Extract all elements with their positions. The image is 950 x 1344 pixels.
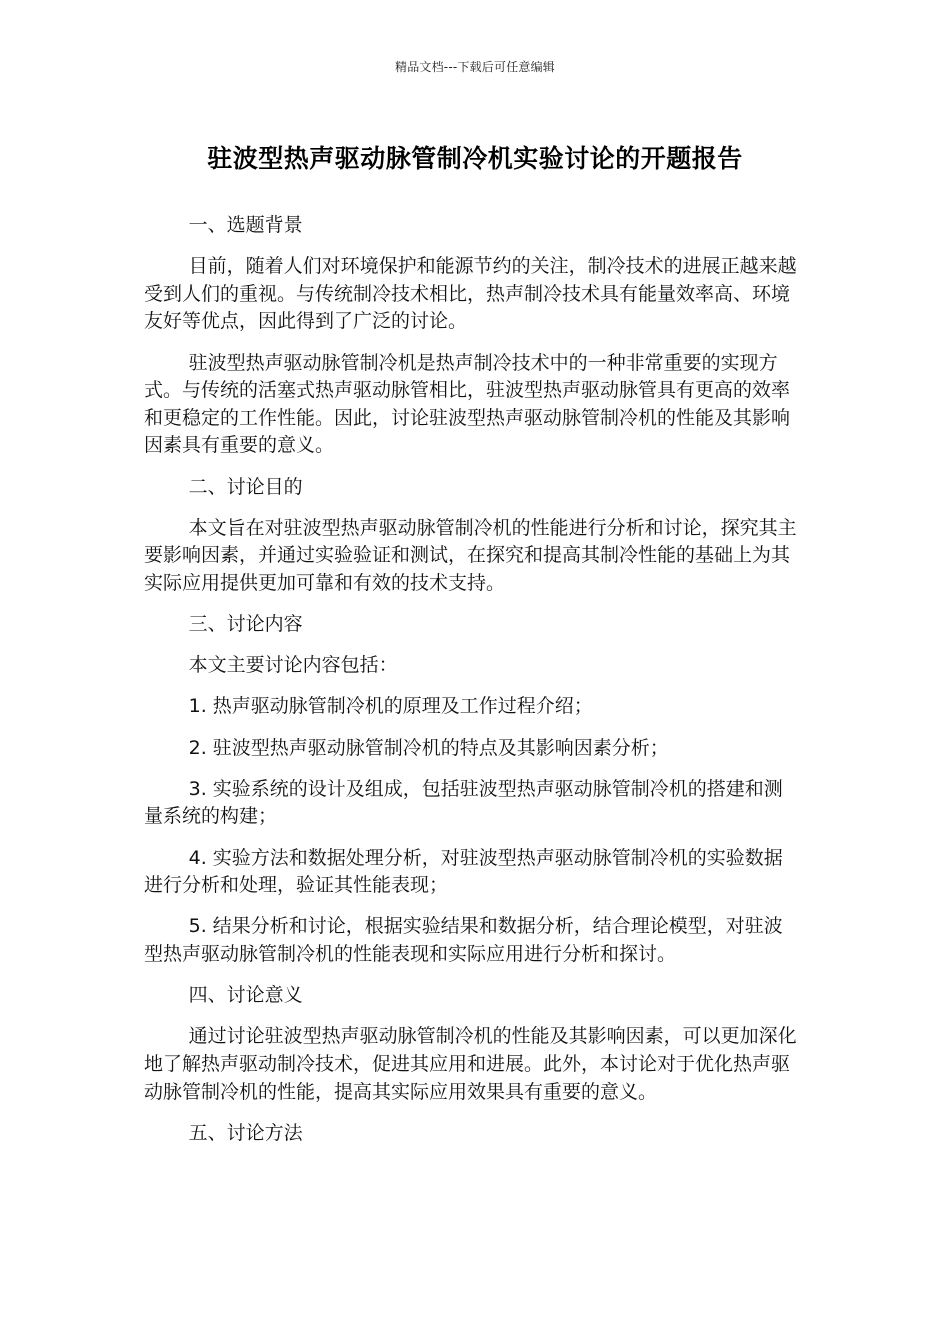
section-heading-significance: 四、讨论意义 [188, 984, 303, 1007]
paragraph: 本文主要讨论内容包括： [188, 654, 398, 677]
section-heading-method: 五、讨论方法 [188, 1121, 303, 1144]
list-item: 3. 实验系统的设计及组成，包括驻波型热声驱动脉管制冷机的搭建和测量系统的构建； [144, 777, 783, 828]
section-heading-purpose: 二、讨论目的 [188, 475, 303, 498]
list-item: 4. 实验方法和数据处理分析，对驻波型热声驱动脉管制冷机的实验数据进行分析和处理，验证其性能表现； [144, 846, 783, 897]
list-item: 5. 结果分析和讨论，根据实验结果和数据分析，结合理论模型，对驻波型热声驱动脉管制冷机的性能表现和实际应用进行分析和探讨。 [144, 915, 783, 965]
document-body [144, 212, 800, 1161]
list-item: 2. 驻波型热声驱动脉管制冷机的特点及其影响因素分析； [188, 736, 669, 759]
paragraph: 本文旨在对驻波型热声驱动脉管制冷机的性能进行分析和讨论，探究其主要影响因素，并通过实验验证和测试，在探究和提高其制冷性能的基础上为其实际应用提供更加可靠和有效的技术支持。 [144, 516, 797, 594]
header-note: 精品文档---下载后可任意编辑 [395, 60, 555, 74]
paragraph: 通过讨论驻波型热声驱动脉管制冷机的性能及其影响因素，可以更加深化地了解热声驱动制冷技术，促进其应用和进展。此外，本讨论对于优化热声驱动脉管制冷机的性能，提高其实际应用效果具有重要的意义。 [144, 1025, 797, 1103]
list-item: 1. 热声驱动脉管制冷机的原理及工作过程介绍； [188, 695, 593, 718]
section-heading-background: 一、选题背景 [188, 214, 303, 236]
document-title: 驻波型热声驱动脉管制冷机实验讨论的开题报告 [207, 144, 743, 173]
paragraph: 目前，随着人们对环境保护和能源节约的关注，制冷技术的进展正越来越受到人们的重视。与传统制冷技术相比，热声制冷技术具有能量效率高、环境友好等优点，因此得到了广泛的讨论。 [144, 255, 797, 333]
section-heading-content: 三、讨论内容 [188, 613, 303, 636]
paragraph: 驻波型热声驱动脉管制冷机是热声制冷技术中的一种非常重要的实现方式。与传统的活塞式热声驱动脉管相比，驻波型热声驱动脉管具有更高的效率和更稳定的工作性能。因此，讨论驻波型热声驱动脉管制冷机的性能及其影响因素具有重要的意义。 [144, 351, 791, 457]
